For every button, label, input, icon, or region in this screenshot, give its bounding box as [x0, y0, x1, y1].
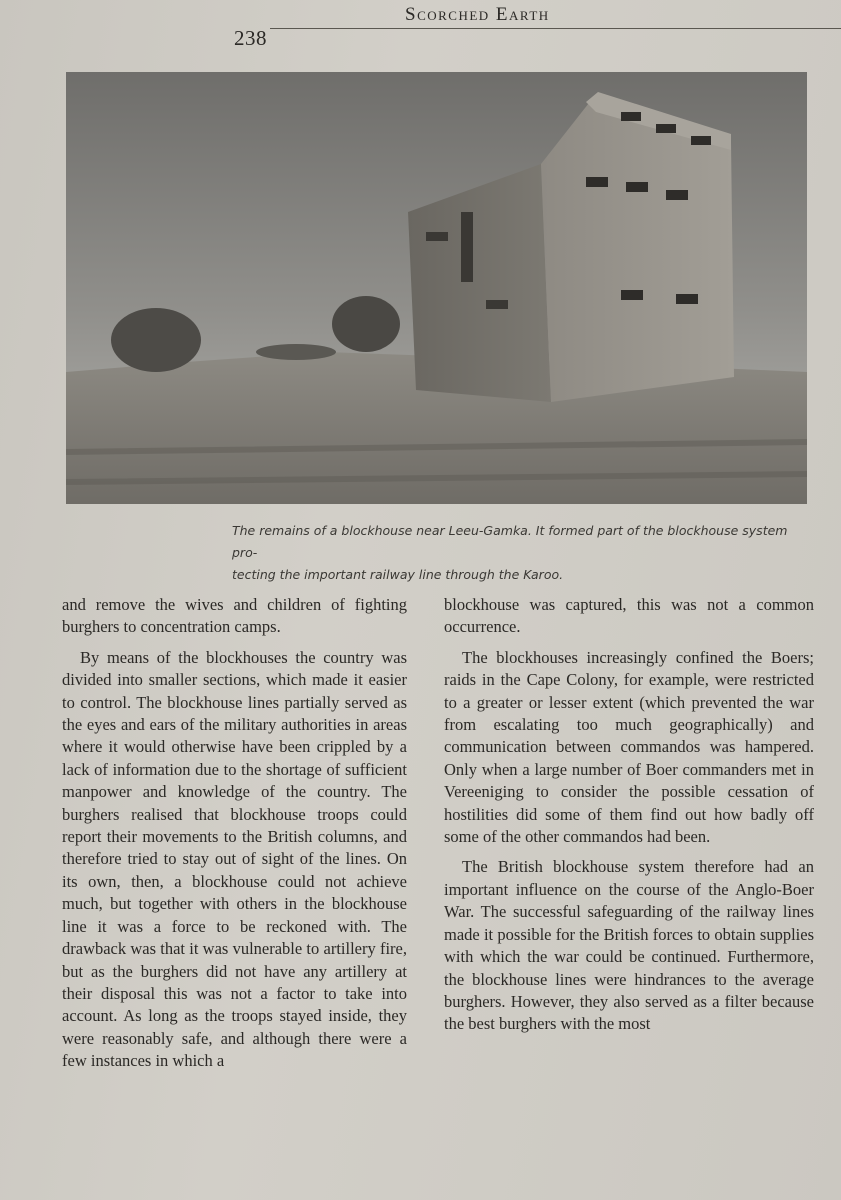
left-text-column	[62, 594, 407, 1073]
blockhouse-photo-illustration	[66, 72, 807, 504]
page-number: 238	[234, 26, 267, 50]
paragraph: The blockhouses increasingly confined the Boers; raids in the Cape Colony, for example, were restricted to a greater or lesser extent (which prevented the war from escalating too much geographically) and communication between commandos was hampered. Only when a large number of Boer commanders met in Vereeniging to consider the possible cessation of hostilities did some of them find out how badly off some of the other commandos had been.	[444, 647, 814, 847]
running-head: Scorched Earth	[405, 4, 550, 25]
blockhouse-photo	[66, 72, 807, 504]
paragraph: and remove the wives and children of fighting burghers to concentration camps.	[62, 595, 407, 637]
caption-line-1: The remains of a blockhouse near Leeu-Gamka. It formed part of the blockhouse system pro-	[232, 523, 788, 560]
caption-line-2: tecting the important railway line through the Karoo.	[232, 567, 564, 582]
paragraph: By means of the blockhouses the country was divided into smaller sections, which made it easier to control. The blockhouse lines partially served as the eyes and ears of the military authorities in areas where it would otherwise have been crippled by a lack of information due to the shortage of sufficient manpower and knowledge of the country. The burghers realised that blockhouse troops could report their movements to the British columns, and therefore tried to stay out of sight of the lines. On its own, then, a blockhouse could not achieve much, but together with others in the blockhouse line it was a force to be reckoned with. The drawback was that it was vulnerable to artillery fire, but as the burghers did not have any artillery at their disposal this was not a factor to take into account. As long as the troops stayed inside, they were reasonably safe, and although there were a few instances in which a	[62, 647, 407, 1071]
right-text-column	[444, 594, 814, 1036]
paragraph: blockhouse was captured, this was not a common occurrence.	[444, 595, 814, 637]
header-rule	[270, 28, 841, 29]
paragraph: The British blockhouse system therefore had an important influence on the course of the Anglo-Boer War. The successful safeguarding of the railway lines made it possible for the British forces to obtain supplies with which the war could be continued. Furthermore, the blockhouse lines were hindrances to the average burghers. However, they also served as a filter because the best burghers with the most	[444, 857, 814, 1034]
photo-caption	[232, 520, 802, 586]
